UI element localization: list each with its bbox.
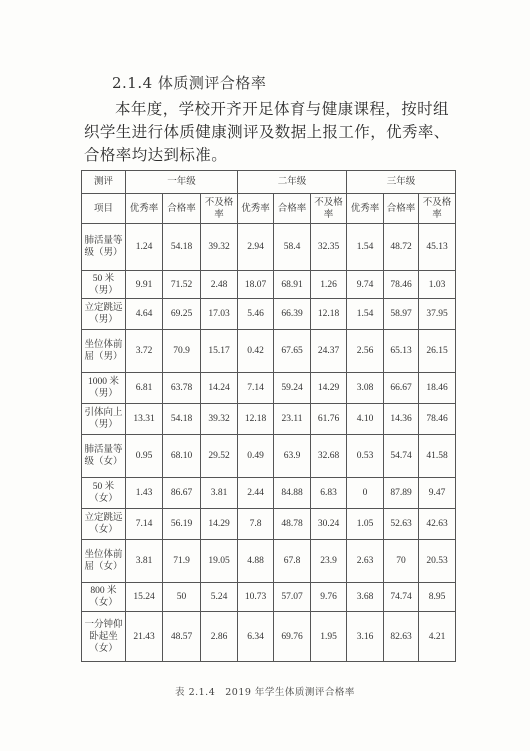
table-cell: 32.35 — [311, 224, 347, 271]
table-cell: 57.07 — [274, 583, 311, 612]
table-cell: 4.88 — [238, 540, 274, 583]
table-cell: 48.72 — [384, 224, 419, 271]
table-cell: 18.46 — [419, 373, 456, 404]
table-cell: 61.76 — [311, 404, 347, 435]
table-row — [82, 404, 456, 435]
table-cell: 15.17 — [201, 330, 238, 373]
table-cell: 54.18 — [163, 224, 201, 271]
table-cell: 19.05 — [201, 540, 238, 583]
column-header: 不及格率 — [311, 194, 347, 224]
table-row — [82, 478, 456, 509]
table-cell: 3.72 — [126, 330, 163, 373]
table-cell: 0.42 — [238, 330, 274, 373]
section-paragraph: 本年度，学校开齐开足体育与健康课程，按时组织学生进行体质健康测评及数据上报工作，优秀率、合格率均达到标准。 — [84, 100, 450, 164]
table-cell: 74.74 — [384, 583, 419, 612]
table-cell: 9.47 — [419, 478, 456, 509]
row-label: 肺活量等级（男） — [82, 224, 126, 271]
table-cell: 54.18 — [163, 404, 201, 435]
row-label: 立定跳远（女） — [82, 509, 126, 540]
table-cell: 52.63 — [384, 509, 419, 540]
table-cell: 50 — [163, 583, 201, 612]
table-cell: 2.94 — [238, 224, 274, 271]
table-cell: 39.32 — [201, 224, 238, 271]
row-label: 50 米（女） — [82, 478, 126, 509]
row-label: 一分钟仰卧起坐（女） — [82, 612, 126, 662]
table-cell: 32.68 — [311, 435, 347, 478]
table-cell: 2.48 — [201, 271, 238, 299]
table-row — [82, 540, 456, 583]
table-cell: 6.81 — [126, 373, 163, 404]
table-cell: 0 — [347, 478, 384, 509]
table-cell: 45.13 — [419, 224, 456, 271]
table-cell: 67.65 — [274, 330, 311, 373]
table-cell: 4.21 — [419, 612, 456, 662]
row-label: 1000 米（男） — [82, 373, 126, 404]
table-cell: 65.13 — [384, 330, 419, 373]
table-cell: 37.95 — [419, 299, 456, 330]
table-cell: 14.36 — [384, 404, 419, 435]
table-cell: 6.34 — [238, 612, 274, 662]
table-caption: 表 2.1.4 2019 年学生体质测评合格率 — [175, 687, 355, 698]
table-cell: 58.97 — [384, 299, 419, 330]
table-cell: 12.18 — [311, 299, 347, 330]
table-row — [82, 299, 456, 330]
corner-header-bottom: 项目 — [82, 194, 126, 224]
table-cell: 5.24 — [201, 583, 238, 612]
column-header: 不及格率 — [419, 194, 456, 224]
table-cell: 30.24 — [311, 509, 347, 540]
table-cell: 71.52 — [163, 271, 201, 299]
table-cell: 21.43 — [126, 612, 163, 662]
table-cell: 0.49 — [238, 435, 274, 478]
table-cell: 1.43 — [126, 478, 163, 509]
table-cell: 23.9 — [311, 540, 347, 583]
table-cell: 14.29 — [201, 509, 238, 540]
table-cell: 2.44 — [238, 478, 274, 509]
column-header: 优秀率 — [347, 194, 384, 224]
table-row — [82, 330, 456, 373]
table-cell: 42.63 — [419, 509, 456, 540]
table-cell: 2.56 — [347, 330, 384, 373]
corner-header-top: 测评 — [82, 171, 126, 194]
table-cell: 14.29 — [311, 373, 347, 404]
table-cell: 41.58 — [419, 435, 456, 478]
table-cell: 59.24 — [274, 373, 311, 404]
table-cell: 1.54 — [347, 224, 384, 271]
row-label: 50 米（男） — [82, 271, 126, 299]
section-heading: 2.1.4 体质测评合格率 — [112, 74, 267, 92]
grade-header: 三年级 — [347, 171, 456, 194]
row-label: 立定跳远（男） — [82, 299, 126, 330]
column-header: 优秀率 — [238, 194, 274, 224]
column-header: 优秀率 — [126, 194, 163, 224]
column-header: 不及格率 — [201, 194, 238, 224]
table-cell: 0.95 — [126, 435, 163, 478]
table-cell: 8.95 — [419, 583, 456, 612]
column-header: 合格率 — [384, 194, 419, 224]
table-cell: 78.46 — [384, 271, 419, 299]
table-cell: 9.76 — [311, 583, 347, 612]
row-label: 坐位体前屈（男） — [82, 330, 126, 373]
table-cell: 82.63 — [384, 612, 419, 662]
table-body — [82, 224, 456, 662]
table-row — [82, 612, 456, 662]
grade-header: 一年级 — [126, 171, 238, 194]
table-cell: 48.78 — [274, 509, 311, 540]
table-cell: 7.8 — [238, 509, 274, 540]
table-cell: 3.08 — [347, 373, 384, 404]
table-cell: 3.68 — [347, 583, 384, 612]
table-row — [82, 509, 456, 540]
row-label: 坐位体前屈（女） — [82, 540, 126, 583]
table-cell: 3.81 — [126, 540, 163, 583]
table-cell: 9.74 — [347, 271, 384, 299]
table-cell: 4.64 — [126, 299, 163, 330]
table-cell: 6.83 — [311, 478, 347, 509]
table-cell: 69.76 — [274, 612, 311, 662]
table-cell: 63.78 — [163, 373, 201, 404]
table-cell: 66.39 — [274, 299, 311, 330]
table-row — [82, 224, 456, 271]
table-cell: 14.24 — [201, 373, 238, 404]
table-cell: 7.14 — [238, 373, 274, 404]
table-cell: 4.10 — [347, 404, 384, 435]
table-cell: 15.24 — [126, 583, 163, 612]
table-cell: 68.91 — [274, 271, 311, 299]
table-row — [82, 583, 456, 612]
table-cell: 1.03 — [419, 271, 456, 299]
table-cell: 54.74 — [384, 435, 419, 478]
table-cell: 86.67 — [163, 478, 201, 509]
grade-header: 二年级 — [238, 171, 347, 194]
table-cell: 12.18 — [238, 404, 274, 435]
table-cell: 63.9 — [274, 435, 311, 478]
column-header: 合格率 — [163, 194, 201, 224]
table-cell: 9.91 — [126, 271, 163, 299]
table-cell: 10.73 — [238, 583, 274, 612]
table-cell: 7.14 — [126, 509, 163, 540]
column-header: 合格率 — [274, 194, 311, 224]
table-cell: 1.24 — [126, 224, 163, 271]
table-cell: 24.37 — [311, 330, 347, 373]
table-row — [82, 435, 456, 478]
table-cell: 0.53 — [347, 435, 384, 478]
table-cell: 26.15 — [419, 330, 456, 373]
table-cell: 5.46 — [238, 299, 274, 330]
table-cell: 84.88 — [274, 478, 311, 509]
table-cell: 29.52 — [201, 435, 238, 478]
table-cell: 58.4 — [274, 224, 311, 271]
fitness-pass-rate-table — [81, 170, 456, 662]
table-cell: 71.9 — [163, 540, 201, 583]
table-cell: 1.05 — [347, 509, 384, 540]
table-cell: 1.95 — [311, 612, 347, 662]
table-cell: 13.31 — [126, 404, 163, 435]
table-cell: 1.54 — [347, 299, 384, 330]
table-cell: 3.81 — [201, 478, 238, 509]
row-label: 800 米（女） — [82, 583, 126, 612]
table-cell: 18.07 — [238, 271, 274, 299]
table-cell: 68.10 — [163, 435, 201, 478]
table-cell: 70.9 — [163, 330, 201, 373]
table-cell: 67.8 — [274, 540, 311, 583]
table-cell: 69.25 — [163, 299, 201, 330]
table-cell: 2.86 — [201, 612, 238, 662]
table-cell: 20.53 — [419, 540, 456, 583]
row-label: 引体向上（男） — [82, 404, 126, 435]
table-cell: 2.63 — [347, 540, 384, 583]
table-cell: 39.32 — [201, 404, 238, 435]
table-cell: 1.26 — [311, 271, 347, 299]
table-cell: 56.19 — [163, 509, 201, 540]
table-cell: 23.11 — [274, 404, 311, 435]
table-cell: 78.46 — [419, 404, 456, 435]
row-label: 肺活量等级（女） — [82, 435, 126, 478]
table-cell: 70 — [384, 540, 419, 583]
table-row — [82, 271, 456, 299]
table-cell: 87.89 — [384, 478, 419, 509]
table-cell: 66.67 — [384, 373, 419, 404]
table-cell: 48.57 — [163, 612, 201, 662]
table-cell: 17.03 — [201, 299, 238, 330]
table-cell: 3.16 — [347, 612, 384, 662]
table-row — [82, 373, 456, 404]
